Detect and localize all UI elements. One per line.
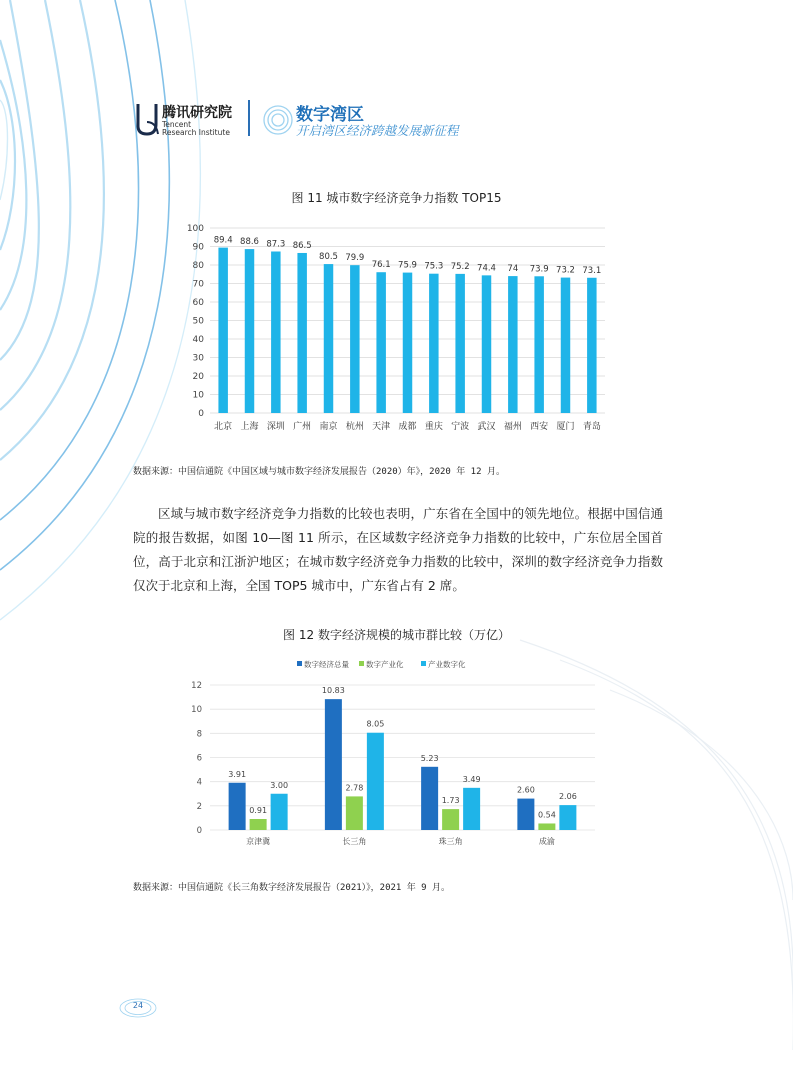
page-number-badge xyxy=(118,997,158,1019)
x-tick-label: 长三角 xyxy=(342,837,367,846)
bar xyxy=(508,276,517,413)
y-tick-label: 2 xyxy=(196,801,202,812)
bar xyxy=(367,733,384,830)
data-label: 86.5 xyxy=(292,240,312,251)
x-tick-label: 福州 xyxy=(503,422,522,432)
bar xyxy=(455,274,464,413)
x-tick-label: 北京 xyxy=(214,422,233,432)
x-tick-label: 上海 xyxy=(240,422,259,432)
data-label: 10.83 xyxy=(321,686,345,696)
data-label: 74 xyxy=(507,264,519,275)
bar xyxy=(229,783,246,830)
figure-11-title: 图 11 城市数字经济竞争力指数 TOP15 xyxy=(291,191,502,205)
bar xyxy=(421,767,438,830)
x-tick-label: 成渝 xyxy=(538,837,555,846)
bar xyxy=(297,253,306,413)
legend-label: 数字经济总量 xyxy=(304,660,349,669)
bar xyxy=(376,272,385,413)
org-name-cn: 腾讯研究院 xyxy=(162,105,232,121)
figure-12-source: 数据来源：中国信通院《长三角数字经济发展报告（2021）》，2021 年 9 月。 xyxy=(133,883,451,893)
y-tick-label: 70 xyxy=(192,279,204,290)
data-label: 3.00 xyxy=(270,780,289,790)
data-label: 74.4 xyxy=(477,263,496,274)
legend-swatch xyxy=(297,661,302,666)
data-label: 3.91 xyxy=(228,769,247,779)
bar xyxy=(463,788,480,830)
data-label: 1.73 xyxy=(441,796,460,806)
data-label: 8.05 xyxy=(366,719,385,729)
data-label: 2.78 xyxy=(345,783,364,793)
y-tick-label: 0 xyxy=(198,409,204,419)
bar xyxy=(271,251,280,413)
x-tick-label: 成都 xyxy=(398,422,417,432)
data-label: 0.91 xyxy=(249,806,268,816)
legend-label: 数字产业化 xyxy=(366,660,404,669)
bar xyxy=(559,805,576,830)
bar xyxy=(587,278,596,413)
y-tick-label: 50 xyxy=(192,316,204,327)
legend-label: 产业数字化 xyxy=(428,660,466,669)
x-tick-label: 重庆 xyxy=(424,422,443,432)
y-tick-label: 60 xyxy=(192,298,204,308)
data-label: 3.49 xyxy=(462,774,481,784)
data-label: 0.54 xyxy=(537,810,556,820)
figure-11-bar-chart xyxy=(180,218,620,440)
data-label: 89.4 xyxy=(213,235,233,246)
x-tick-label: 宁波 xyxy=(451,422,470,432)
bar xyxy=(271,794,288,830)
bar xyxy=(429,274,438,413)
data-label: 75.9 xyxy=(398,260,417,271)
legend-swatch xyxy=(359,661,364,666)
data-label: 2.60 xyxy=(516,785,535,795)
x-tick-label: 珠三角 xyxy=(438,837,463,846)
bar xyxy=(218,248,227,413)
org-name-en-line1: Tencent xyxy=(162,120,192,129)
y-tick-label: 40 xyxy=(192,335,204,345)
bar xyxy=(324,264,333,413)
y-tick-label: 12 xyxy=(191,681,202,691)
org-name-en-line2: Research Institute xyxy=(162,128,230,137)
tencent-research-logo-icon xyxy=(134,102,160,136)
bar xyxy=(250,819,267,830)
bar xyxy=(561,278,570,413)
y-tick-label: 6 xyxy=(196,753,202,764)
data-label: 2.06 xyxy=(558,792,577,802)
bar xyxy=(442,809,459,830)
page-header xyxy=(128,96,528,144)
bar xyxy=(482,275,491,413)
data-label: 73.1 xyxy=(582,265,602,276)
y-tick-label: 0 xyxy=(196,826,202,836)
y-tick-label: 10 xyxy=(191,705,202,716)
data-label: 73.9 xyxy=(529,264,549,275)
bar xyxy=(245,249,254,413)
y-tick-label: 100 xyxy=(186,224,204,234)
data-label: 75.3 xyxy=(424,261,444,272)
page-number: 24 xyxy=(132,1001,144,1010)
data-label: 87.3 xyxy=(266,239,286,250)
bar xyxy=(346,796,363,830)
report-title: 数字湾区 xyxy=(296,105,364,125)
body-paragraph xyxy=(133,502,663,598)
x-tick-label: 天津 xyxy=(372,422,391,432)
y-tick-label: 20 xyxy=(192,372,204,382)
bar xyxy=(517,799,534,830)
x-tick-label: 西安 xyxy=(530,422,549,432)
data-label: 5.23 xyxy=(420,753,439,763)
y-tick-label: 4 xyxy=(196,777,202,788)
bar xyxy=(538,823,555,830)
brand-swirl-icon xyxy=(258,98,298,138)
data-label: 80.5 xyxy=(319,252,338,263)
y-tick-label: 10 xyxy=(192,390,204,401)
bar xyxy=(350,265,359,413)
bar xyxy=(534,276,543,413)
x-tick-label: 广州 xyxy=(293,422,312,432)
legend-swatch xyxy=(421,661,426,666)
bar xyxy=(325,699,342,830)
report-subtitle: 开启湾区经济跨越发展新征程 xyxy=(296,123,459,138)
body-paragraph-text: 区域与城市数字经济竞争力指数的比较也表明，广东省在全国中的领先地位。根据中国信通院的报告数据，如图 10—图 11 所示，在区域数字经济竞争力指数的比较中，广东位居全国首位，高于北京和江浙沪地区；在城市数字经济竞争力指数的比较中，深圳的数字经济竞争力指数仅次于北京和上海，全国 TOP5 城市中，广东省占有 2 席。 xyxy=(133,506,663,593)
figure-11-source: 数据来源：中国信通院《中国区域与城市数字经济发展报告（2020）年》，2020 年 12 月。 xyxy=(133,467,505,477)
x-tick-label: 深圳 xyxy=(266,422,285,432)
x-tick-label: 京津冀 xyxy=(246,837,271,846)
y-tick-label: 30 xyxy=(192,353,204,364)
header-divider xyxy=(248,100,250,136)
bar xyxy=(403,273,412,413)
data-label: 73.2 xyxy=(556,265,575,276)
x-tick-label: 南京 xyxy=(319,422,338,432)
x-tick-label: 青岛 xyxy=(582,422,601,432)
x-tick-label: 杭州 xyxy=(345,422,364,432)
x-tick-label: 武汉 xyxy=(477,422,496,432)
data-label: 79.9 xyxy=(345,253,365,264)
figure-12-title: 图 12 数字经济规模的城市群比较（万亿） xyxy=(283,628,510,642)
y-tick-label: 80 xyxy=(192,261,204,271)
y-tick-label: 90 xyxy=(192,242,204,253)
y-tick-label: 8 xyxy=(196,729,202,740)
data-label: 88.6 xyxy=(240,237,259,248)
data-label: 76.1 xyxy=(371,260,391,271)
figure-12-grouped-bar-chart xyxy=(185,654,605,854)
x-tick-label: 厦门 xyxy=(556,422,575,432)
data-label: 75.2 xyxy=(450,261,470,272)
